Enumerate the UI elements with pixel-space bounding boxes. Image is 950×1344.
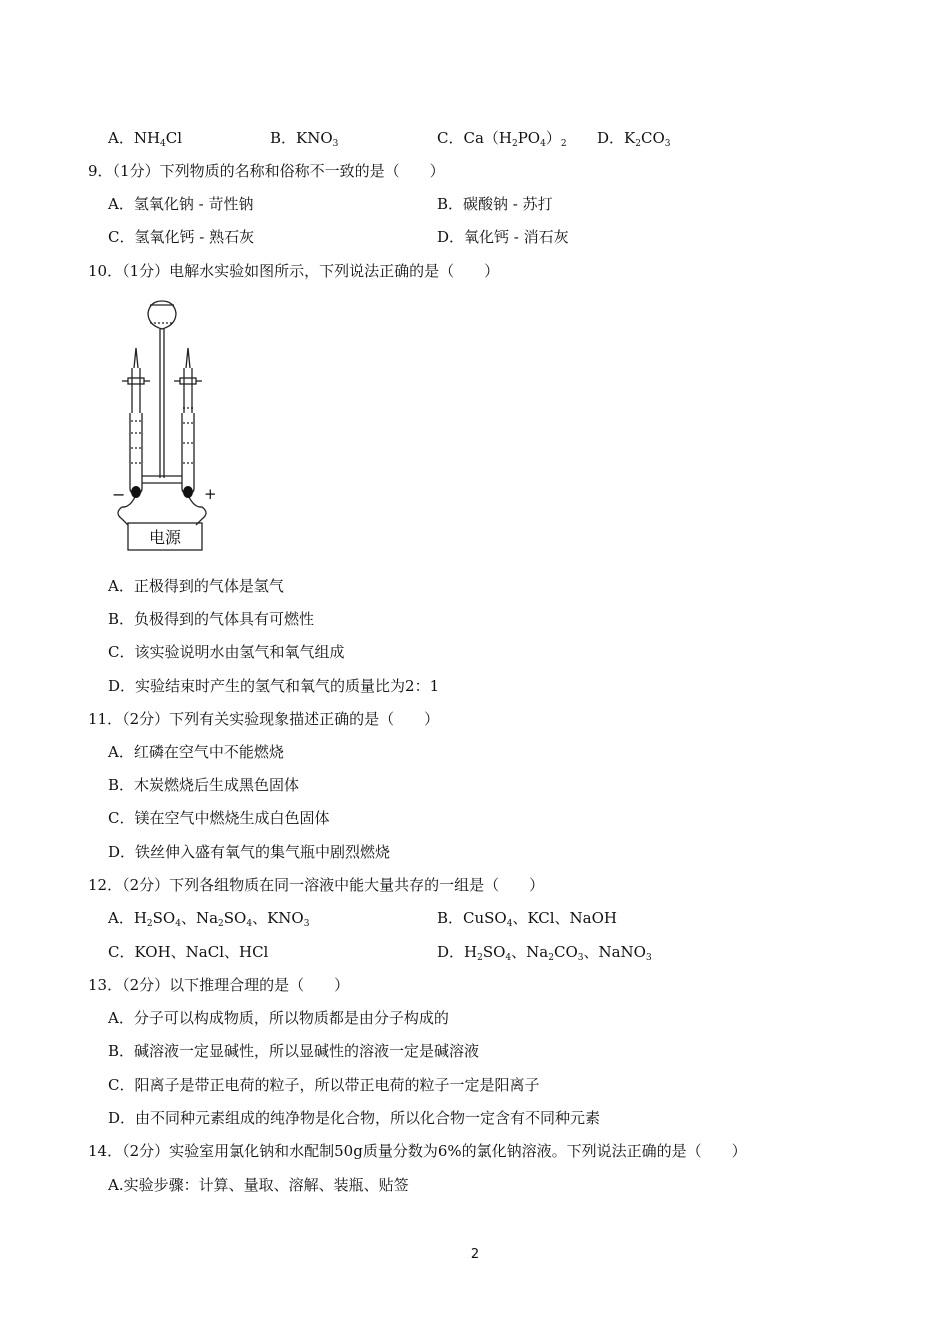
- page-number: 2: [470, 1247, 480, 1262]
- q8-option-b: B．$KNO_3$: [270, 129, 339, 149]
- q13-option-d: D．由不同种元素组成的纯净物是化合物，所以化合物一定含有不同种元素: [108, 1109, 601, 1127]
- power-source-label: 电源: [148, 528, 182, 547]
- q9-option-b: B．碳酸钠 - 苏打: [437, 195, 553, 213]
- q8-option-a: A．$NH_4Cl$: [108, 129, 183, 149]
- electrolysis-apparatus-figure: [100, 293, 240, 555]
- q9-option-a: A．氢氧化钠 - 苛性钠: [108, 195, 254, 213]
- q11-option-c: C．镁在空气中燃烧生成白色固体: [108, 809, 330, 827]
- q8-option-d: D．$K_2CO_3$: [597, 129, 671, 149]
- q11-option-b: B．木炭燃烧后生成黑色固体: [108, 776, 300, 794]
- q10-stem: 10．（1分）电解水实验如图所示，下列说法正确的是（ ）: [88, 262, 500, 280]
- q9-option-d: D．氧化钙 - 消石灰: [437, 228, 569, 246]
- q10-option-a: A．正极得到的气体是氢气: [108, 577, 284, 595]
- q8-option-c: C．$Ca(H_2PO_4)_2$: [437, 129, 567, 149]
- q12-option-d: D．$H_2SO_4$、$Na_2CO_3$、NaNO$_3$: [437, 943, 652, 963]
- minus-sign: −: [112, 485, 126, 504]
- q12-stem: 12．（2分）下列各组物质在同一溶液中能大量共存的一组是（ ）: [88, 876, 545, 894]
- q14-option-a: A.实验步骤：计算、量取、溶解、装瓶、贴签: [108, 1176, 409, 1194]
- q9-option-c: C．氢氧化钙 - 熟石灰: [108, 228, 255, 246]
- q13-option-b: B．碱溶液一定显碱性，所以显碱性的溶液一定是碱溶液: [108, 1042, 480, 1060]
- q10-option-c: C．该实验说明水由氢气和氧气组成: [108, 643, 345, 661]
- q11-option-d: D．铁丝伸入盛有氧气的集气瓶中剧烈燃烧: [108, 843, 391, 861]
- q12-option-c: C．KOH、NaCl、HCl: [108, 943, 269, 961]
- q12-option-a: A．$H_2SO_4$、$Na_2SO_4$、$KNO_3$: [108, 909, 310, 929]
- q10-option-b: B．负极得到的气体具有可燃性: [108, 610, 315, 628]
- q13-option-c: C．阳离子是带正电荷的粒子，所以带正电荷的粒子一定是阳离子: [108, 1076, 540, 1094]
- q13-stem: 13．（2分）以下推理合理的是（ ）: [88, 976, 350, 994]
- q13-option-a: A．分子可以构成物质，所以物质都是由分子构成的: [108, 1009, 449, 1027]
- q9-stem: 9．（1分）下列物质的名称和俗称不一致的是（ ）: [88, 162, 445, 180]
- q10-option-d: D．实验结束时产生的氢气和氧气的质量比为2：1: [108, 677, 440, 695]
- q11-option-a: A．红磷在空气中不能燃烧: [108, 743, 284, 761]
- q14-stem: 14．（2分）实验室用氯化钠和水配制50g质量分数为6%的氯化钠溶液。下列说法正确的是（ ）: [88, 1142, 747, 1160]
- q11-stem: 11．（2分）下列有关实验现象描述正确的是（ ）: [88, 710, 440, 728]
- q12-option-b: B．CuSO$_4$、KCl、NaOH: [437, 909, 617, 929]
- plus-sign: +: [204, 485, 217, 503]
